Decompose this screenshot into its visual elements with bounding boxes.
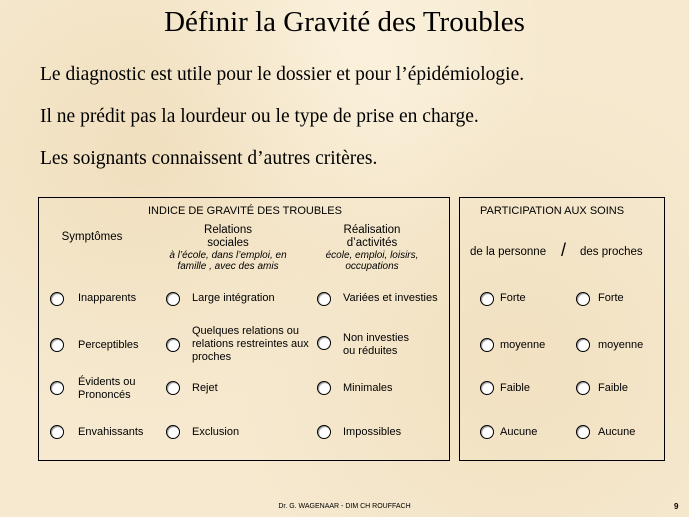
radio-activities-reduced[interactable]	[317, 336, 331, 350]
participation-separator: /	[561, 240, 567, 260]
option-label: Envahissants	[78, 426, 144, 438]
option-label: Quelques relations ou relations restreintes aux proches	[192, 325, 309, 363]
bullet-criteria: Les soignants connaissent d’autres critères.	[40, 148, 378, 169]
footer-author: Dr. G. WAGENAAR - DIM CH ROUFFACH	[278, 503, 411, 510]
radio-symptoms-perceptible[interactable]	[50, 338, 64, 352]
bullet-diagnostic: Le diagnostic est utile pour le dossier et pour l’épidémiologie.	[40, 64, 525, 85]
col-head-relations: Relations sociales à l’école, dans l’emploi, en famille , avec des amis	[158, 224, 298, 272]
radio-activities-varied[interactable]	[317, 292, 331, 306]
radio-relations-rejection[interactable]	[166, 381, 180, 395]
page-number: 9	[674, 502, 679, 511]
radio-activities-impossible[interactable]	[317, 425, 331, 439]
radio-symptoms-pervasive[interactable]	[50, 425, 64, 439]
radio-relatives-none[interactable]	[576, 425, 590, 439]
option-label: moyenne	[598, 339, 644, 351]
col-sub-relations: à l’école, dans l’emploi, en famille , avec des amis	[169, 250, 287, 272]
col-head-activities: Réalisation d’activités école, emploi, loisirs, occupations	[312, 224, 432, 272]
col-sub-activities: école, emploi, loisirs, occupations	[325, 250, 419, 272]
option-label: Inapparents	[78, 292, 137, 304]
radio-person-medium[interactable]	[480, 338, 494, 352]
radio-relatives-strong[interactable]	[576, 292, 590, 306]
option-label: Faible	[500, 382, 530, 394]
option-label: Évidents ou Prononcés	[78, 376, 136, 401]
option-label: Exclusion	[192, 426, 240, 438]
option-label: Minimales	[343, 382, 393, 394]
participation-panel	[459, 197, 665, 461]
radio-symptoms-inapparent[interactable]	[50, 292, 64, 306]
radio-person-strong[interactable]	[480, 292, 494, 306]
participation-col-relatives: des proches	[580, 246, 643, 258]
option-label: Rejet	[192, 382, 218, 394]
radio-person-weak[interactable]	[480, 381, 494, 395]
option-label: Perceptibles	[78, 339, 139, 351]
radio-relatives-weak[interactable]	[576, 381, 590, 395]
option-label: Faible	[598, 382, 628, 394]
bullet-prediction: Il ne prédit pas la lourdeur ou le type de prise en charge.	[40, 106, 479, 127]
option-label: Variées et investies	[343, 292, 438, 304]
radio-relatives-medium[interactable]	[576, 338, 590, 352]
option-label: Aucune	[500, 426, 538, 438]
option-label: Impossibles	[343, 426, 402, 438]
option-label: Forte	[598, 292, 624, 304]
option-label: Forte	[500, 292, 526, 304]
radio-relations-exclusion[interactable]	[166, 425, 180, 439]
participation-header: PARTICIPATION AUX SOINS	[480, 205, 625, 217]
option-label: Non investies ou réduites	[343, 332, 410, 357]
option-label: Aucune	[598, 426, 636, 438]
radio-person-none[interactable]	[480, 425, 494, 439]
radio-relations-restricted[interactable]	[166, 338, 180, 352]
radio-activities-minimal[interactable]	[317, 381, 331, 395]
participation-col-person: de la personne	[470, 246, 547, 258]
col-head-symptoms: Symptômes	[61, 231, 123, 243]
option-label: Large intégration	[192, 292, 275, 304]
radio-symptoms-evident[interactable]	[50, 381, 64, 395]
option-label: moyenne	[500, 339, 546, 351]
radio-relations-large-integration[interactable]	[166, 292, 180, 306]
gravity-index-header: INDICE DE GRAVITÉ DES TROUBLES	[148, 205, 342, 217]
slide-title: Définir la Gravité des Troubles	[164, 6, 525, 38]
